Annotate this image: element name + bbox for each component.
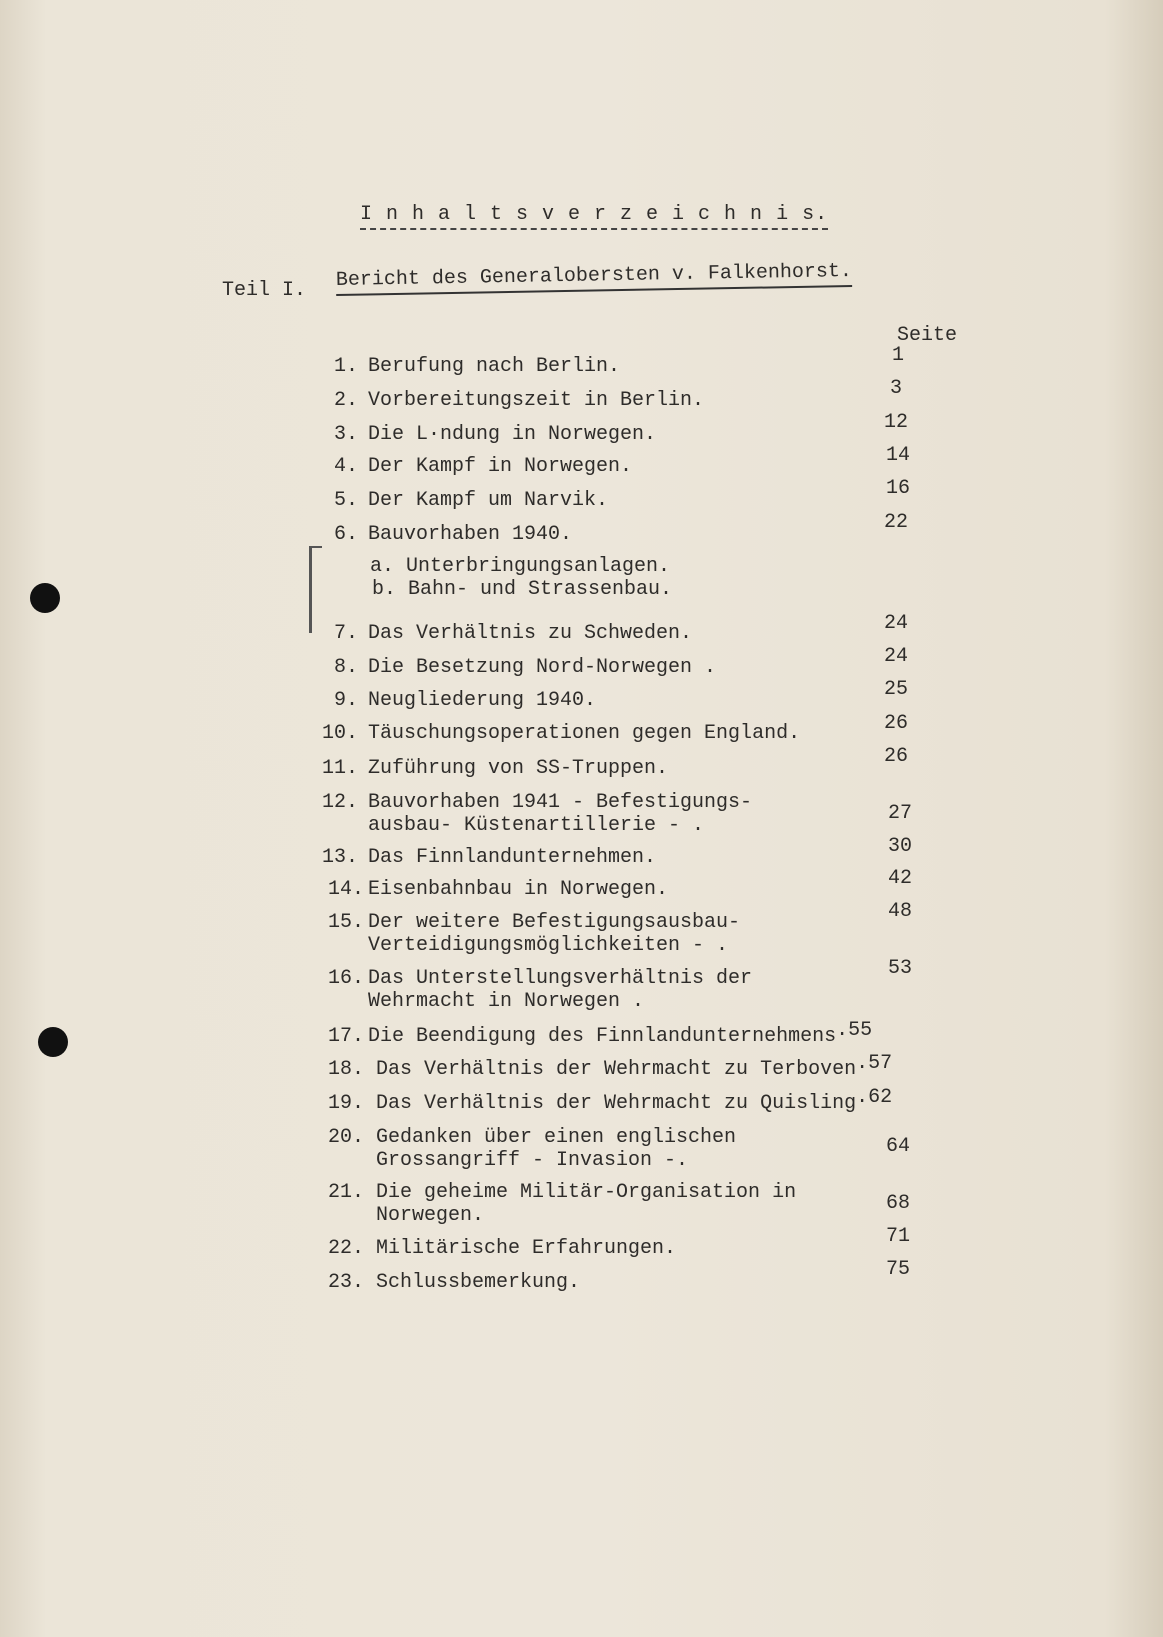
entry-number: 8. bbox=[333, 656, 358, 679]
entry-number: 4. bbox=[333, 455, 358, 478]
page-number: 42 bbox=[888, 867, 913, 890]
entry-number: 7. bbox=[333, 622, 358, 645]
entry-title: Eisenbahnbau in Norwegen. bbox=[368, 878, 669, 901]
entry-title: Verteidigungsmöglichkeiten - . bbox=[368, 934, 729, 957]
entry-title: Schlussbemerkung. bbox=[376, 1271, 581, 1294]
entry-title: Das Unterstellungsverhältnis der bbox=[368, 967, 753, 990]
entry-title: Vorbereitungszeit in Berlin. bbox=[368, 389, 705, 412]
entry-title: Neugliederung 1940. bbox=[368, 689, 597, 712]
entry-title: Bauvorhaben 1941 - Befestigungs- bbox=[368, 791, 753, 814]
entry-number: 23. bbox=[327, 1271, 364, 1294]
entry-number: 17. bbox=[327, 1025, 364, 1048]
entry-number: 9. bbox=[333, 689, 358, 712]
entry-title: Der weitere Befestigungsausbau- bbox=[368, 911, 741, 934]
entry-number: 2. bbox=[333, 389, 358, 412]
page-number: 24 bbox=[884, 645, 909, 668]
entry-number: 1. bbox=[333, 355, 358, 378]
entry-title: a. Unterbringungsanlagen. bbox=[370, 555, 671, 578]
page-number: 26 bbox=[884, 712, 909, 735]
page-number: 24 bbox=[884, 612, 909, 635]
page-number: 75 bbox=[886, 1258, 911, 1281]
page-number: 25 bbox=[884, 678, 909, 701]
entry-number: 16. bbox=[327, 967, 364, 990]
entry-title: Bauvorhaben 1940. bbox=[368, 523, 573, 546]
page-number: 14 bbox=[886, 444, 911, 467]
entry-number: 20. bbox=[327, 1126, 364, 1149]
entry-number: 5. bbox=[333, 489, 358, 512]
entry-title: Berufung nach Berlin. bbox=[368, 355, 621, 378]
page-number: 48 bbox=[888, 900, 913, 923]
entry-title: b. Bahn- und Strassenbau. bbox=[372, 578, 673, 601]
punch-hole bbox=[30, 583, 60, 613]
entry-title: Zuführung von SS-Truppen. bbox=[368, 757, 669, 780]
entry-title: Militärische Erfahrungen. bbox=[376, 1237, 677, 1260]
page-number: 12 bbox=[884, 411, 909, 434]
entry-title: Die L·ndung in Norwegen. bbox=[368, 423, 657, 446]
pencil-bracket bbox=[309, 546, 322, 633]
entry-number: 10. bbox=[321, 722, 358, 745]
page-number: 64 bbox=[886, 1135, 911, 1158]
entry-title: Gedanken über einen englischen bbox=[376, 1126, 737, 1149]
entry-title: Die Beendigung des Finnlandunternehmens.55 bbox=[368, 1019, 873, 1048]
page-number: 1 bbox=[892, 344, 905, 367]
entry-title: Täuschungsoperationen gegen England. bbox=[368, 722, 801, 745]
entry-title: Das Finnlandunternehmen. bbox=[368, 846, 657, 869]
punch-hole bbox=[38, 1027, 68, 1057]
entry-number: 18. bbox=[327, 1058, 364, 1081]
entry-number: 19. bbox=[327, 1092, 364, 1115]
page-number: .62 bbox=[856, 1086, 893, 1109]
entry-title: Der Kampf in Norwegen. bbox=[368, 455, 633, 478]
page-number: 3 bbox=[890, 377, 903, 400]
page-column-header: Seite bbox=[897, 324, 958, 347]
entry-title: Die geheime Militär-Organisation in bbox=[376, 1181, 797, 1204]
page-number: .57 bbox=[856, 1052, 893, 1075]
entry-title: Der Kampf um Narvik. bbox=[368, 489, 609, 512]
page-number: .55 bbox=[836, 1019, 873, 1042]
page-number: 71 bbox=[886, 1225, 911, 1248]
entry-title: Norwegen. bbox=[376, 1204, 485, 1227]
document-title: I n h a l t s v e r z e i c h n i s. bbox=[360, 204, 828, 230]
entry-number: 3. bbox=[333, 423, 358, 446]
page-number: 16 bbox=[886, 477, 911, 500]
entry-title: Die Besetzung Nord-Norwegen . bbox=[368, 656, 717, 679]
entry-title: ausbau- Küstenartillerie - . bbox=[368, 814, 705, 837]
entry-title: Das Verhältnis der Wehrmacht zu Terboven.57 bbox=[376, 1052, 893, 1081]
part-label: Teil I. bbox=[222, 279, 307, 302]
page-number: 68 bbox=[886, 1192, 911, 1215]
page-number: 27 bbox=[888, 802, 913, 825]
page-number: 26 bbox=[884, 745, 909, 768]
entry-title: Wehrmacht in Norwegen . bbox=[368, 990, 645, 1013]
entry-number: 6. bbox=[333, 523, 358, 546]
entry-number: 13. bbox=[321, 846, 358, 869]
entry-number: 15. bbox=[327, 911, 364, 934]
entry-number: 22. bbox=[327, 1237, 364, 1260]
page-number: 53 bbox=[888, 957, 913, 980]
entry-title: Grossangriff - Invasion -. bbox=[376, 1149, 689, 1172]
entry-number: 12. bbox=[321, 791, 358, 814]
entry-number: 11. bbox=[321, 757, 358, 780]
entry-title: Das Verhältnis der Wehrmacht zu Quisling.62 bbox=[376, 1086, 893, 1115]
entry-title: Das Verhältnis zu Schweden. bbox=[368, 622, 693, 645]
page-number: 30 bbox=[888, 835, 913, 858]
entry-number: 21. bbox=[327, 1181, 364, 1204]
entry-number: 14. bbox=[327, 878, 364, 901]
page-number: 22 bbox=[884, 511, 909, 534]
part-title: Bericht des Generalobersten v. Falkenhorst. bbox=[336, 261, 852, 296]
